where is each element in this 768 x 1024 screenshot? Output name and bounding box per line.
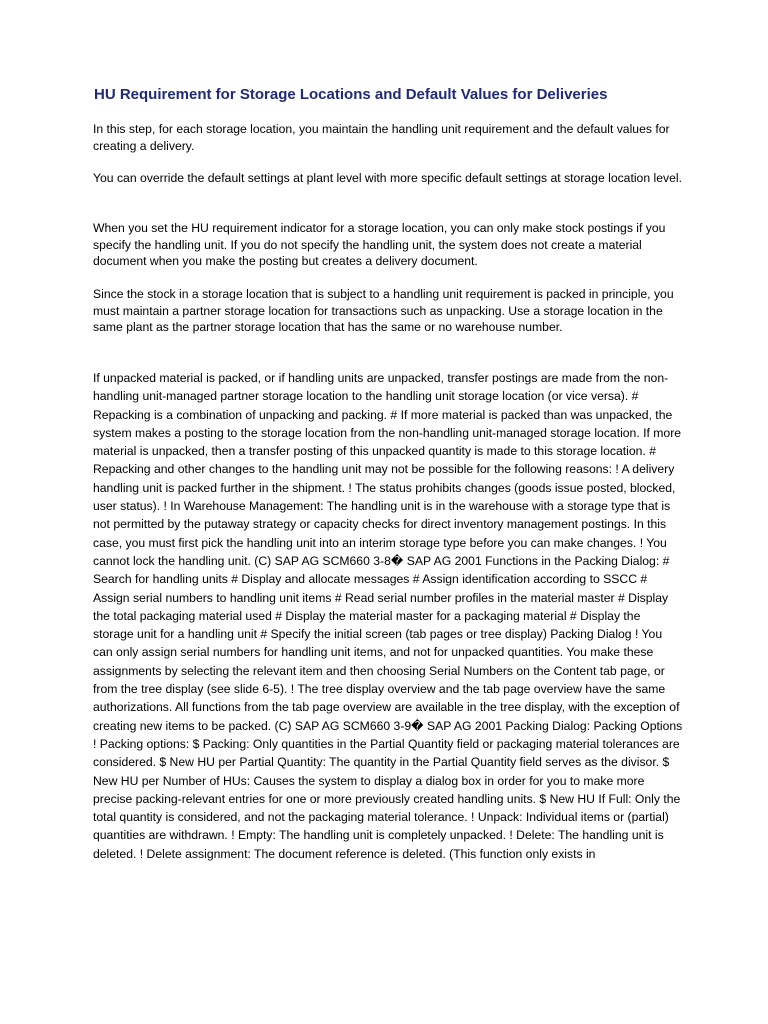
document-title: HU Requirement for Storage Locations and Default Values for Deliveries (94, 86, 608, 103)
paragraph-hu-requirement-indicator: When you set the HU requirement indicator for a storage location, you can only make stock postings if you specify the handling unit. If you do not specify the handling unit, the system does not create a material document when you make the posting but creates a delivery document. (93, 221, 666, 269)
paragraph-override-defaults: You can override the default settings at plant level with more specific default settings at storage location level. (93, 171, 682, 185)
paragraph-transfer-postings: If unpacked material is packed, or if handling units are unpacked, transfer postings are made from the non-handling unit-managed partner storage location to the handling unit storage location (or vice versa). # Repacking is a combination of unpacking and packing. # If more material is packed than was unpacked, the system makes a posting to the storage location from the non-handling unit-managed storage location. If more material is unpacked, then a transfer posting of this unpacked quantity is made to this storage location. # Repacking and other changes to the handling unit may not be possible for the following reasons: ! A delivery handling unit is packed further in the shipment. ! The status prohibits changes (goods issue posted, blocked, user status). ! In Warehouse Management: The handling unit is in the warehouse with a storage type that is not permitted by the putaway strategy or capacity checks for direct inventory management postings. In this case, you must first pick the handling unit into an interim storage type before you can make changes. ! You cannot lock the handling unit. (C) SAP AG SCM660 3-8� SAP AG 2001 Functions in the Packing Dialog: # Search for handling units # Display and allocate messages # Assign identification according to SSCC # Assign serial numbers to handling unit items # Read serial number profiles in the material master # Display the total packaging material used # Display the material master for a packaging material # Display the storage unit for a handling unit # Specify the initial screen (tab pages or tree display) Packing Dialog ! You can only assign serial numbers for handling unit items, and not for unpacked quantities. You make these assignments by selecting the relevant item and then choosing Serial Numbers on the Content tab page, or from the tree display (see slide 6-5). ! The tree display overview and the tab page overview have the same authorizations. All functions from the tab page overview are available in the tree display, with the exception of creating new items to be packed. (C) SAP AG SCM660 3-9� SAP AG 2001 Packing Dialog: Packing Options ! Packing options: $ Packing: Only quantities in the Partial Quantity field or packaging material tolerances are considered. $ New HU per Partial Quantity: The quantity in the Partial Quantity field serves as the divisor. $ New HU per Number of HUs: Causes the system to display a dialog box in order for you to make more precise packing-relevant entries for one or more previously created handling units. $ New HU If Full: Only the total quantity is considered, and not the packaging material tolerance. ! Unpack: Individual items or (partial) quantities are withdrawn. ! Empty: The handling unit is completely unpacked. ! Delete: The handling unit is deleted. ! Delete assignment: The document reference is deleted. (This function only exists in (93, 371, 683, 861)
paragraph-intro: In this step, for each storage location, you maintain the handling unit requirement and the default values for creating a delivery. (93, 122, 670, 153)
paragraph-partner-storage-location: Since the stock in a storage location that is subject to a handling unit requirement is packed in principle, you must maintain a partner storage location for transactions such as unpacking. Use a storage location in the same plant as the partner storage location that has the same or no warehouse number. (93, 287, 674, 335)
